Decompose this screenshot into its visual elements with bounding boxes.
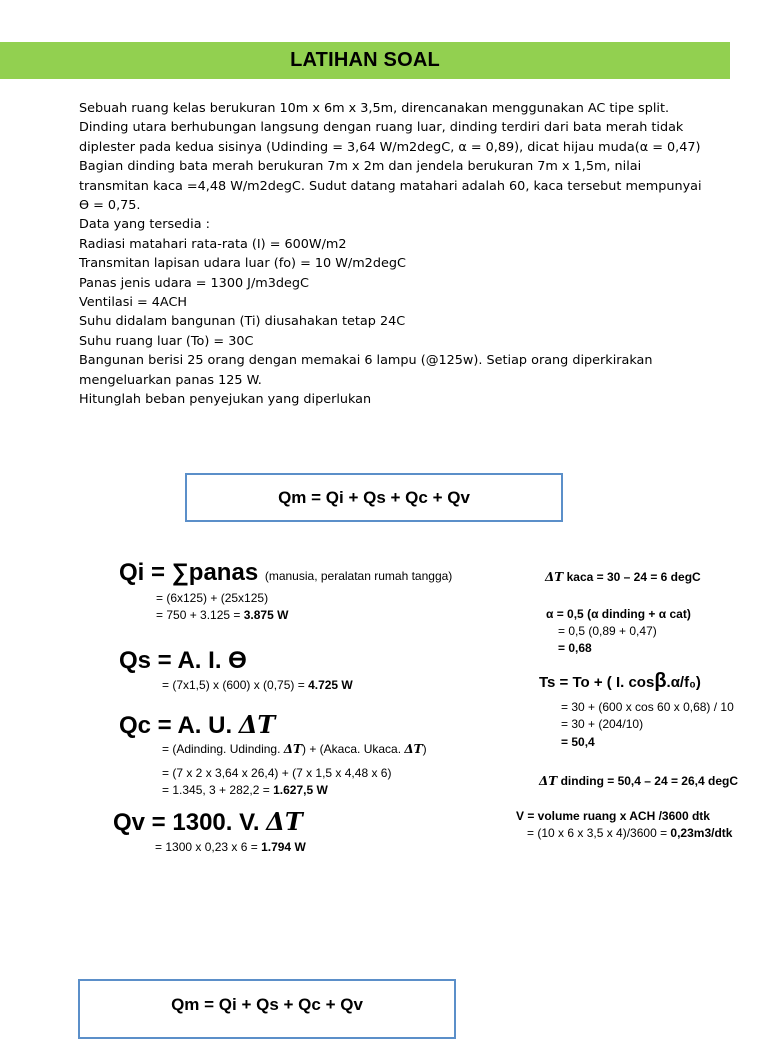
- problem-line: diplester pada kedua sisinya (Udinding = 3,64 W/m2degC, α = 0,89), dicat hijau muda(α = 0,47): [79, 139, 701, 155]
- qc-line-3: = 1.345, 3 + 282,2 = 1.627,5 W: [162, 783, 328, 797]
- qc-heading: Qc = A. U. ΔT: [119, 710, 276, 739]
- qc-line-1: = (Adinding. Udinding. ΔT) + (Akaca. Ukaca. ΔT): [162, 742, 427, 756]
- volume-line-2: = (10 x 6 x 3,5 x 4)/3600 = 0,23m3/dtk: [527, 826, 733, 840]
- qv-heading: Qv = 1300. V. ΔT: [113, 807, 303, 836]
- problem-line: Ventilasi = 4ACH: [79, 295, 188, 311]
- alpha-line-3: = 0,68: [558, 641, 592, 655]
- alpha-line-2: = 0,5 (0,89 + 0,47): [558, 624, 657, 638]
- ts-line-3: = 50,4: [561, 735, 595, 749]
- problem-line: Suhu ruang luar (To) = 30C: [79, 333, 254, 349]
- problem-line: Panas jenis udara = 1300 J/m3degC: [79, 275, 309, 291]
- problem-line: Data yang tersedia :: [79, 217, 210, 233]
- problem-line: transmitan kaca =4,48 W/m2degC. Sudut datang matahari adalah 60, kaca tersebut mempunyai: [79, 178, 702, 194]
- problem-line: Sebuah ruang kelas berukuran 10m x 6m x 3,5m, direncanakan menggunakan AC tipe split.: [79, 101, 670, 116]
- ts-line-2: = 30 + (204/10): [561, 717, 644, 731]
- alpha-line-1: α = 0,5 (α dinding + α cat): [546, 607, 691, 621]
- problem-line: Ɵ = 0,75.: [79, 198, 141, 214]
- qs-line-1: = (7x1,5) x (600) x (0,75) = 4.725 W: [162, 678, 353, 692]
- delta-t-dinding: ΔT dinding = 50,4 – 24 = 26,4 degC: [539, 774, 738, 788]
- qi-formula: Qi = ∑panas: [119, 559, 259, 586]
- qm-formula-2: Qm = Qi + Qs + Qc + Qv: [171, 995, 363, 1014]
- qm-formula-box: [185, 473, 563, 522]
- qv-line-1: = 1300 x 0,23 x 6 = 1.794 W: [155, 840, 306, 854]
- qm-formula: Qm = Qi + Qs + Qc + Qv: [278, 487, 470, 507]
- qi-line-2: = 750 + 3.125 = 3.875 W: [156, 608, 289, 622]
- title-banner: [0, 42, 730, 79]
- problem-line: Dinding utara berhubungan langsung dengan ruang luar, dinding terdiri dari bata merah tidak: [79, 120, 684, 136]
- qi-line-1: = (6x125) + (25x125): [156, 591, 269, 605]
- problem-line: mengeluarkan panas 125 W.: [79, 372, 262, 388]
- qi-heading: [119, 559, 452, 587]
- ts-formula: Ts = To + ( I. cosβ.α/f₀): [539, 670, 701, 692]
- qc-line-2: = (7 x 2 x 3,64 x 26,4) + (7 x 1,5 x 4,48 x 6): [162, 766, 392, 780]
- volume-line-1: V = volume ruang x ACH /3600 dtk: [516, 809, 710, 823]
- problem-line: Transmitan lapisan udara luar (fo) = 10 W/m2degC: [79, 256, 406, 272]
- qm-formula-box-2: [78, 979, 456, 1039]
- delta-t-kaca: ΔT kaca = 30 – 24 = 6 degC: [545, 570, 701, 584]
- problem-line: Suhu didalam bangunan (Ti) diusahakan tetap 24C: [79, 314, 406, 330]
- page-title: LATIHAN SOAL: [290, 49, 440, 71]
- problem-line: Bagian dinding bata merah berukuran 7m x 2m dan jendela berukuran 7m x 1,5m, nilai: [79, 159, 642, 175]
- ts-line-1: = 30 + (600 x cos 60 x 0,68) / 10: [561, 700, 734, 714]
- problem-line: Hitunglah beban penyejukan yang diperlukan: [79, 392, 372, 408]
- problem-statement: [79, 99, 719, 410]
- problem-line: Bangunan berisi 25 orang dengan memakai 6 lampu (@125w). Setiap orang diperkirakan: [79, 353, 653, 369]
- qs-heading: Qs = A. I. Ɵ: [119, 647, 247, 674]
- qi-note: (manusia, peralatan rumah tangga): [264, 569, 453, 583]
- problem-line: Radiasi matahari rata-rata (I) = 600W/m2: [79, 236, 347, 252]
